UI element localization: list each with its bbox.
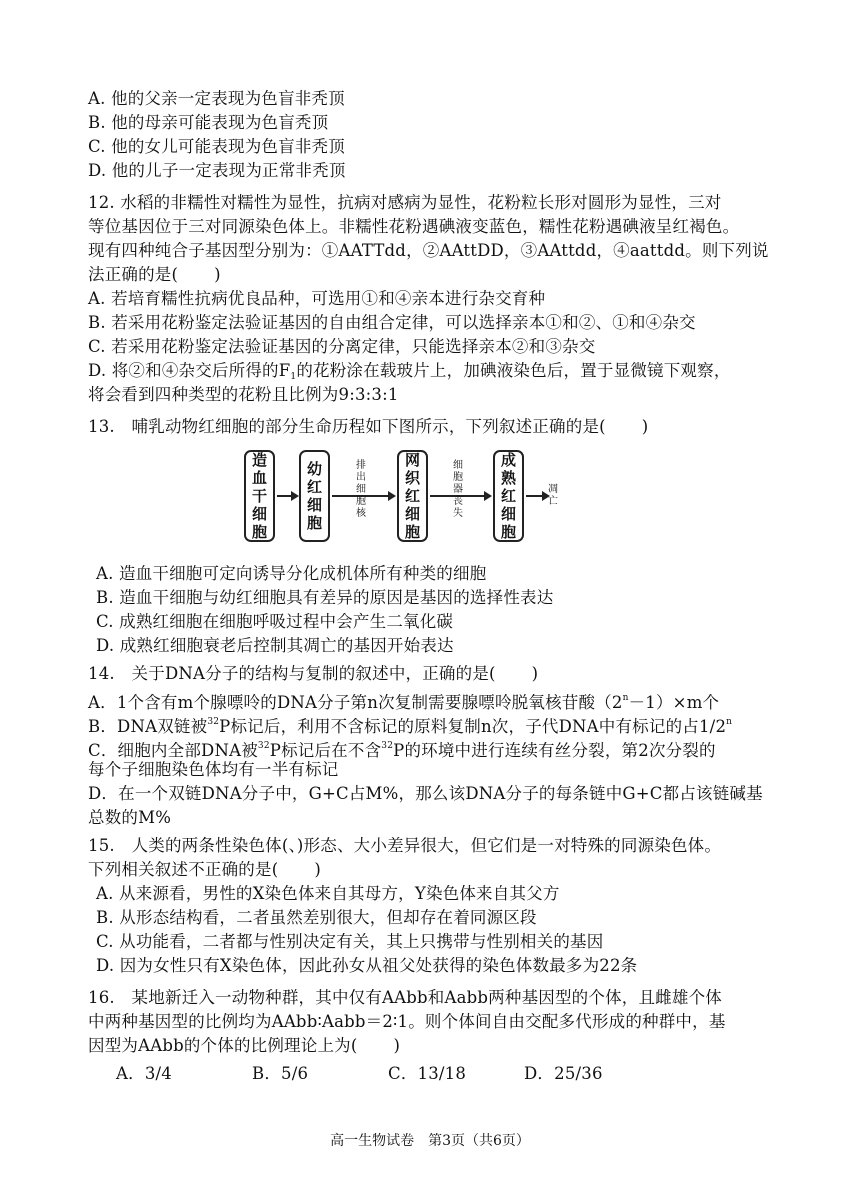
box-mature-red-cell xyxy=(493,450,524,542)
q14-stem-close: ) xyxy=(531,664,539,683)
diagram-char: 胞 xyxy=(306,514,322,532)
q14-stem xyxy=(88,663,538,685)
q14-option-a-text-cont: －1）×m个 xyxy=(628,693,720,712)
q11-option-a: A. 他的父亲一定表现为色盲非秃顶 xyxy=(88,89,345,108)
diagram-char: 幼 xyxy=(306,460,322,478)
q15-stem-close: ) xyxy=(314,860,321,879)
q12-stem-line3: 现有四种纯合子基因型分别为：①AATTdd，②AAttDD，③AAttdd，④aattdd。则下列说 xyxy=(88,241,769,260)
q14-option-c-text-cont: P的环境中进行连续有丝分裂，第2次分裂的 xyxy=(393,741,716,760)
q14-option-c-superscript-2: 32 xyxy=(381,741,394,751)
diagram-char: 出 xyxy=(356,472,366,483)
q13-stem-text: 13. 哺乳动物红细胞的部分生命历程如下图所示，下列叙述正确的是( xyxy=(88,417,606,436)
diagram-char: 失 xyxy=(453,508,463,519)
diagram-char: 细 xyxy=(356,484,366,495)
diagram-char: 熟 xyxy=(500,469,516,487)
q14-option-a-text: A．1个含有m个腺嘌呤的DNA分子第n次复制需要腺嘌呤脱氧核苷酸（2 xyxy=(88,693,623,712)
diagram-char: 胞 xyxy=(500,523,516,541)
q15-option-c: C. 从功能看，二者都与性别决定有关，其上只携带与性别相关的基因 xyxy=(96,932,604,951)
diagram-char: 红 xyxy=(404,487,420,505)
diagram-char: 红 xyxy=(500,487,516,505)
diagram-char: 亡 xyxy=(548,496,558,507)
q13-option-d: D. 成熟红细胞衰老后控制其凋亡的基因开始表达 xyxy=(96,636,454,655)
q13-stem-close: ) xyxy=(641,417,649,436)
label-expel-nucleus xyxy=(356,460,366,520)
q12-option-c: C. 若采用花粉鉴定法验证基因的分离定律，只能选择亲本②和③杂交 xyxy=(88,337,596,356)
diagram-char: 胞 xyxy=(404,523,420,541)
diagram-char: 丧 xyxy=(453,496,463,507)
box-reticulocyte xyxy=(397,450,428,542)
q15-option-b: B. 从形态结构看，二者虽然差别很大，但却存在着同源区段 xyxy=(96,908,537,927)
q13-option-b: B. 造血干细胞与幼红细胞具有差异的原因是基因的选择性表达 xyxy=(96,588,554,607)
q12-option-a: A. 若培育糯性抗病优良品种，可选用①和④亲本进行杂交育种 xyxy=(88,289,546,308)
box-hematopoietic-stem-cell xyxy=(244,450,275,542)
q16-option-a: A．3/4 xyxy=(116,1064,172,1083)
q11-option-d: D. 他的儿子一定表现为正常非秃顶 xyxy=(88,161,346,180)
arrow-1 xyxy=(277,495,297,497)
q14-option-c-line2: 每个子细胞染色体均有一半有标记 xyxy=(88,760,339,779)
q14-option-d-line1: D．在一个双链DNA分子中，G+C占M%，那么该DNA分子的每条链中G+C都占该链碱基 xyxy=(88,784,763,803)
q14-option-b-text-cont: P标记后，利用不含标记的原料复制n次，子代DNA中有标记的占1/2 xyxy=(219,717,727,736)
diagram-char: 器 xyxy=(453,484,463,495)
diagram-char: 胞 xyxy=(356,496,366,507)
q16-stem-text: 因型为AAbb的个体的比例理论上为( xyxy=(88,1036,358,1055)
q14-option-a xyxy=(88,687,719,714)
q16-stem-line2: 中两种基因型的比例均为AAbb∶Aabb＝2∶1。则个体间自由交配多代形成的种群中，基 xyxy=(88,1012,726,1031)
q16-option-c: C．13/18 xyxy=(388,1064,467,1083)
q14-option-b-superscript-n: n xyxy=(726,717,733,727)
q15-option-a: A. 从来源看，男性的X染色体来自其母方，Y染色体来自其父方 xyxy=(96,884,560,903)
q12-option-d-text-cont: 的花粉涂在载玻片上，加碘液染色后，置于显微镜下观察， xyxy=(296,361,731,380)
q12-stem-text: 法正确的是( xyxy=(88,265,179,284)
q12-stem-line1: 12. 水稻的非糯性对糯性为显性，抗病对感病为显性，花粉粒长形对圆形为显性，三对 xyxy=(88,193,722,212)
q14-option-b-superscript: 32 xyxy=(207,717,220,727)
q13-option-c: C. 成熟红细胞在细胞呼吸过程中会产生二氧化碳 xyxy=(96,612,454,631)
diagram-char: 细 xyxy=(306,496,322,514)
q12-option-b: B. 若采用花粉鉴定法验证基因的自由组合定律，可以选择亲本①和②、①和④杂交 xyxy=(88,313,696,332)
diagram-char: 细 xyxy=(500,505,516,523)
q15-stem-line2 xyxy=(88,859,321,881)
q13-option-a: A. 造血干细胞可定向诱导分化成机体所有种类的细胞 xyxy=(96,564,487,583)
q14-option-b xyxy=(88,711,732,738)
q16-option-b: B．5/6 xyxy=(252,1064,309,1083)
q15-stem-line1: 15. 人类的两条性染色体(、)形态、大小差异很大，但它们是一对特殊的同源染色体。 xyxy=(88,836,722,855)
diagram-char: 血 xyxy=(251,469,267,487)
q11-option-b: B. 他的母亲可能表现为色盲秃顶 xyxy=(88,113,329,132)
q12-stem-line4 xyxy=(88,264,221,286)
diagram-char: 细 xyxy=(251,505,267,523)
diagram-char: 干 xyxy=(251,487,267,505)
q16-options xyxy=(116,1063,603,1085)
q14-stem-text: 14. 关于DNA分子的结构与复制的叙述中，正确的是( xyxy=(88,664,496,683)
q14-option-c-text: C．细胞内全部DNA被 xyxy=(88,741,258,760)
q12-option-d-subscript: 1 xyxy=(290,372,297,382)
q14-option-c-superscript: 32 xyxy=(257,741,270,751)
q16-option-d: D．25/36 xyxy=(524,1064,603,1083)
q16-stem-close: ) xyxy=(393,1036,401,1055)
page-footer: 高一生物试卷 第3页（共6页） xyxy=(330,1133,530,1149)
diagram-char: 核 xyxy=(356,508,366,519)
diagram-char: 织 xyxy=(404,469,420,487)
q12-option-d-line2: 将会看到四种类型的花粉且比例为9:3:3:1 xyxy=(88,385,399,404)
diagram-char: 红 xyxy=(306,478,322,496)
diagram-char: 细 xyxy=(404,505,420,523)
q14-option-c xyxy=(88,735,716,762)
diagram-char: 凋 xyxy=(548,484,558,495)
q15-stem-text: 下列相关叙述不正确的是( xyxy=(88,860,279,879)
q16-stem-line3 xyxy=(88,1035,400,1057)
diagram-char: 成 xyxy=(500,451,516,469)
q14-option-a-superscript: n xyxy=(622,693,629,703)
q13-stem xyxy=(88,416,648,438)
arrow-4 xyxy=(526,495,548,497)
diagram-char: 网 xyxy=(404,451,420,469)
label-organelle-loss xyxy=(453,460,463,520)
box-young-red-cell xyxy=(299,450,330,542)
diagram-char: 胞 xyxy=(453,472,463,483)
q14-option-b-text: B．DNA双链被 xyxy=(88,717,208,736)
q11-option-c: C. 他的女儿可能表现为色盲非秃顶 xyxy=(88,137,345,156)
diagram-char: 造 xyxy=(251,451,267,469)
q16-stem-line1: 16. 某地新迁入一动物种群，其中仅有AAbb和Aabb两种基因型的个体，且雌雄个体 xyxy=(88,988,722,1007)
q15-option-d: D. 因为女性只有X染色体，因此孙女从祖父处获得的染色体数最多为22条 xyxy=(96,956,638,975)
q14-option-d-line2: 总数的M% xyxy=(88,808,172,827)
q14-option-c-text-mid: P标记后在不含 xyxy=(269,741,382,760)
diagram-char: 排 xyxy=(356,460,366,471)
red-blood-cell-lifecycle-diagram xyxy=(244,450,604,546)
diagram-char: 细 xyxy=(453,460,463,471)
q12-stem-close: ) xyxy=(214,265,221,284)
q12-option-d-text: D. 将②和④杂交后所得的F xyxy=(88,361,291,380)
label-apoptosis xyxy=(548,484,558,508)
diagram-char: 胞 xyxy=(251,523,267,541)
q12-stem-line2: 等位基因位于三对同源染色体上。非糯性花粉遇碘液变蓝色，糯性花粉遇碘液呈红褐色。 xyxy=(88,217,740,236)
